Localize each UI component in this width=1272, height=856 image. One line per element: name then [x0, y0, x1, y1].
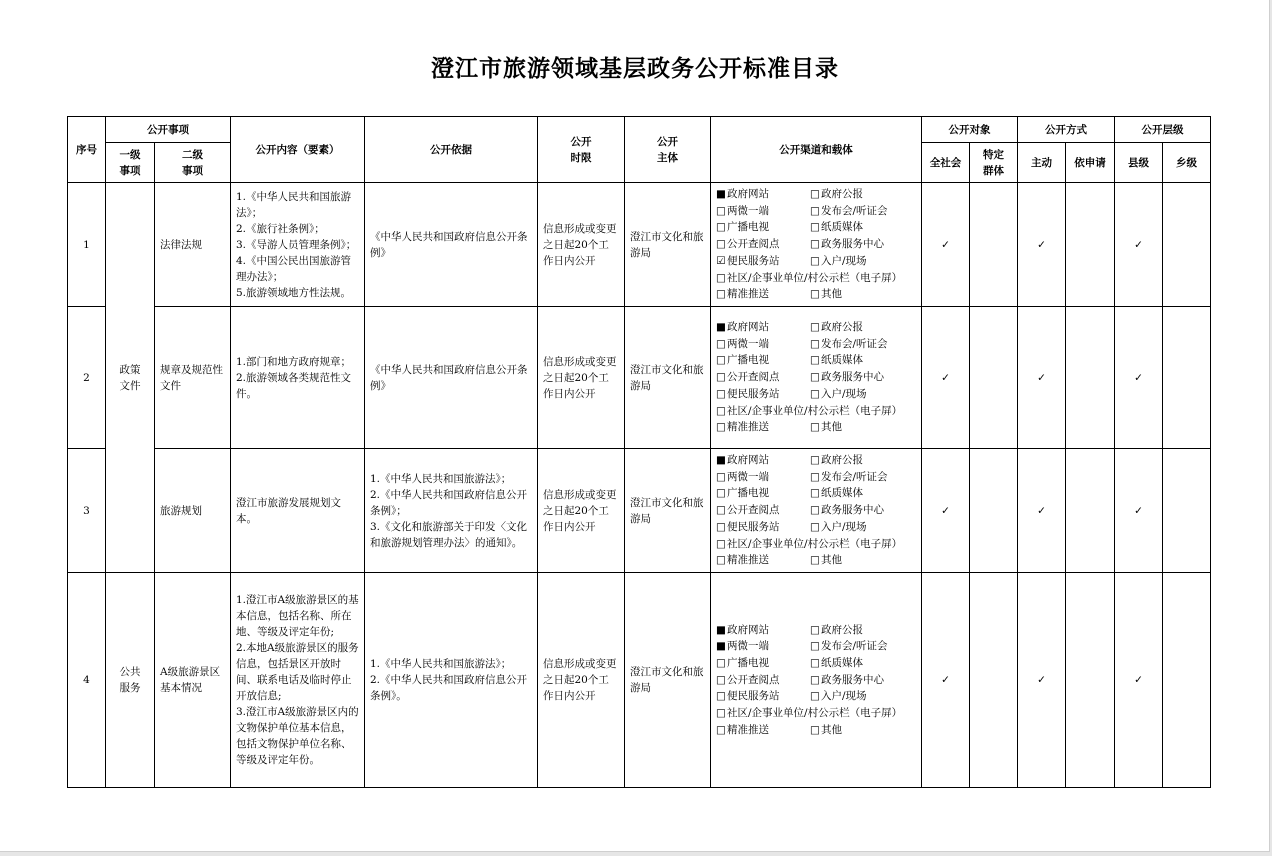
- channel-item: [716, 369, 810, 386]
- channel-item: [810, 219, 916, 236]
- row-level2: 法律法规: [155, 183, 231, 307]
- unchecked-box-icon: □: [810, 640, 820, 653]
- header-audience: 公开对象: [922, 117, 1018, 143]
- header-level2: [155, 143, 231, 183]
- channel-item: [810, 369, 916, 386]
- channel-item: [810, 203, 916, 220]
- cell-audience-all: [922, 449, 970, 573]
- channel-list: [716, 186, 916, 303]
- row-seq: 1: [68, 183, 106, 307]
- checked-box-icon: ☑: [716, 254, 726, 267]
- unchecked-box-icon: □: [810, 371, 820, 384]
- channel-item: [810, 352, 916, 369]
- unchecked-box-icon: □: [810, 690, 820, 703]
- channel-label: 政府公报: [821, 454, 863, 467]
- unchecked-box-icon: □: [716, 337, 726, 350]
- channel-label: 广播电视: [727, 487, 769, 500]
- channel-item: [716, 722, 810, 739]
- header-method-request: 依申请: [1066, 143, 1115, 183]
- unchecked-box-icon: □: [810, 238, 820, 251]
- table-body: [68, 183, 1211, 788]
- channel-item: [716, 705, 916, 722]
- header-level-township: 乡级: [1163, 143, 1211, 183]
- cell-method-request: [1066, 449, 1115, 573]
- channel-item: [810, 319, 916, 336]
- basis-line: 1.《中华人民共和国旅游法》；: [370, 658, 512, 670]
- cell-level-county: [1115, 183, 1163, 307]
- header-seq: 序号: [68, 117, 106, 183]
- table-header: [68, 117, 1211, 183]
- unchecked-box-icon: □: [716, 271, 726, 284]
- cell-method-active: [1018, 449, 1066, 573]
- channel-label: 政府网站: [727, 321, 769, 334]
- cell-level-county: [1115, 307, 1163, 449]
- channel-item: [716, 186, 810, 203]
- unchecked-box-icon: □: [810, 656, 820, 669]
- channel-label: 便民服务站: [727, 520, 780, 533]
- row-basis: [365, 183, 538, 307]
- channel-label: 其他: [821, 288, 842, 301]
- channel-label: 发布会/听证会: [821, 470, 888, 483]
- group-level1-policy: [106, 183, 155, 573]
- channel-item: [810, 419, 916, 436]
- channel-label: 广播电视: [727, 221, 769, 234]
- channel-item: [716, 319, 810, 336]
- channel-item: [716, 352, 810, 369]
- channel-label: 发布会/听证会: [821, 640, 888, 653]
- cell-audience-specific: [970, 307, 1018, 449]
- header-audience-specific: [970, 143, 1018, 183]
- check-mark-icon: ✓: [941, 371, 950, 384]
- cell-level-township: [1163, 573, 1211, 788]
- row-time-limit: 信息形成或变更之日起20个工作日内公开: [538, 449, 625, 573]
- channel-label: 发布会/听证会: [821, 204, 888, 217]
- unchecked-box-icon: □: [810, 454, 820, 467]
- channel-item: [716, 403, 916, 420]
- row-channels: [711, 573, 922, 788]
- channel-label: 入户/现场: [821, 520, 867, 533]
- header-content: 公开内容（要素）: [231, 117, 365, 183]
- unchecked-box-icon: □: [810, 487, 820, 500]
- channel-item: [810, 286, 916, 303]
- channel-item: [810, 672, 916, 689]
- channel-item: [716, 502, 810, 519]
- checked-box-icon: ■: [716, 188, 726, 201]
- row-basis: [365, 573, 538, 788]
- basis-line: 1.《中华人民共和国旅游法》；: [370, 472, 512, 485]
- channel-label: 纸质媒体: [821, 487, 863, 500]
- basis-line: 2.《中华人民共和国政府信息公开条例》。: [370, 674, 528, 702]
- unchecked-box-icon: □: [810, 421, 820, 434]
- cell-level-county: [1115, 449, 1163, 573]
- header-time-limit-text: 公开时限: [570, 135, 592, 164]
- channel-label: 精准推送: [727, 421, 769, 434]
- unchecked-box-icon: □: [716, 404, 726, 417]
- channel-item: [810, 688, 916, 705]
- channel-item: [716, 270, 916, 287]
- unchecked-box-icon: □: [716, 387, 726, 400]
- cell-audience-all: [922, 573, 970, 788]
- channel-item: [810, 519, 916, 536]
- content-line: 2.本地A级旅游景区的服务信息，包括景区开放时间、联系电话及临时停止开放信息;: [236, 642, 359, 702]
- unchecked-box-icon: □: [716, 520, 726, 533]
- unchecked-box-icon: □: [810, 188, 820, 201]
- row-content: [231, 449, 365, 573]
- channel-list: [716, 452, 916, 569]
- channel-item: [810, 386, 916, 403]
- content-line: 1.《中华人民共和国旅游法》；: [236, 190, 352, 219]
- header-subject: [625, 117, 711, 183]
- channel-label: 广播电视: [727, 354, 769, 367]
- cell-level-township: [1163, 183, 1211, 307]
- checked-box-icon: ■: [716, 640, 726, 653]
- channel-label: 其他: [821, 554, 842, 567]
- channel-item: [716, 469, 810, 486]
- channel-label: 纸质媒体: [821, 221, 863, 234]
- unchecked-box-icon: □: [716, 537, 726, 550]
- unchecked-box-icon: □: [716, 504, 726, 517]
- header-audience-all: 全社会: [922, 143, 970, 183]
- unchecked-box-icon: □: [716, 723, 726, 736]
- header-level1-text: 一级事项: [119, 148, 141, 177]
- cell-level-township: [1163, 449, 1211, 573]
- header-channels: 公开渠道和载体: [711, 117, 922, 183]
- unchecked-box-icon: □: [810, 623, 820, 636]
- channel-label: 社区/企事业单位/村公示栏（电子屏）: [727, 707, 903, 720]
- channel-label: 纸质媒体: [821, 354, 863, 367]
- row-subject: 澄江市文化和旅游局: [625, 307, 711, 449]
- row-seq: 3: [68, 449, 106, 573]
- unchecked-box-icon: □: [810, 321, 820, 334]
- document-title: 澄江市旅游领域基层政务公开标准目录: [431, 55, 839, 82]
- unchecked-box-icon: □: [810, 470, 820, 483]
- row-basis: [365, 307, 538, 449]
- unchecked-box-icon: □: [716, 221, 726, 234]
- channel-item: [810, 552, 916, 569]
- channel-item: [716, 519, 810, 536]
- cell-method-request: [1066, 183, 1115, 307]
- unchecked-box-icon: □: [716, 707, 726, 720]
- unchecked-box-icon: □: [716, 470, 726, 483]
- channel-label: 政务服务中心: [821, 504, 884, 517]
- row-subject: 澄江市文化和旅游局: [625, 449, 711, 573]
- cell-audience-specific: [970, 573, 1018, 788]
- channel-label: 政务服务中心: [821, 238, 884, 251]
- channel-label: 两微一端: [727, 470, 769, 483]
- cell-method-request: [1066, 573, 1115, 788]
- channel-label: 两微一端: [727, 204, 769, 217]
- channel-label: 入户/现场: [821, 387, 867, 400]
- row-content: [231, 307, 365, 449]
- row-channels: [711, 449, 922, 573]
- checked-box-icon: ■: [716, 454, 726, 467]
- unchecked-box-icon: □: [810, 673, 820, 686]
- channel-item: [810, 469, 916, 486]
- row-basis: [365, 449, 538, 573]
- channel-item: [716, 203, 810, 220]
- channel-item: [810, 655, 916, 672]
- check-mark-icon: ✓: [941, 674, 950, 686]
- row-channels: [711, 307, 922, 449]
- channel-label: 入户/现场: [821, 254, 867, 267]
- check-mark-icon: ✓: [1037, 674, 1046, 686]
- channel-list: [716, 622, 916, 739]
- channel-item: [716, 552, 810, 569]
- unchecked-box-icon: □: [810, 387, 820, 400]
- row-level2: A级旅游景区基本情况: [155, 573, 231, 788]
- row-level2: 规章及规范性文件: [155, 307, 231, 449]
- row-channels: [711, 183, 922, 307]
- check-mark-icon: ✓: [1037, 238, 1046, 251]
- channel-label: 便民服务站: [727, 690, 780, 703]
- channel-item: [716, 655, 810, 672]
- cell-audience-specific: [970, 183, 1018, 307]
- channel-item: [810, 236, 916, 253]
- content-line: 1.澄江市A级旅游景区的基本信息，包括名称、所在地、等级及评定年份;: [236, 594, 359, 638]
- channel-label: 公开查阅点: [727, 673, 780, 686]
- unchecked-box-icon: □: [716, 238, 726, 251]
- basis-line: 《中华人民共和国政府信息公开条例》: [370, 363, 528, 392]
- row-time-limit: 信息形成或变更之日起20个工作日内公开: [538, 307, 625, 449]
- channel-item: [810, 622, 916, 639]
- channel-label: 政府网站: [727, 623, 769, 636]
- check-mark-icon: ✓: [1037, 504, 1046, 517]
- channel-label: 政府公报: [821, 188, 863, 201]
- basis-line: 3.《文化和旅游部关于印发〈文化和旅游规划管理办法〉的通知》。: [370, 520, 528, 549]
- channel-label: 纸质媒体: [821, 656, 863, 669]
- channel-item: [716, 253, 810, 270]
- check-mark-icon: ✓: [941, 238, 950, 251]
- channel-label: 两微一端: [727, 640, 769, 653]
- content-line: 2.《旅行社条例》；: [236, 222, 325, 235]
- channel-item: [810, 722, 916, 739]
- check-mark-icon: ✓: [1134, 371, 1143, 384]
- cell-level-county: [1115, 573, 1163, 788]
- channel-label: 政府公报: [821, 623, 863, 636]
- unchecked-box-icon: □: [716, 288, 726, 301]
- basis-line: 2.《中华人民共和国政府信息公开条例》；: [370, 488, 528, 517]
- table-row: [68, 573, 1211, 788]
- check-mark-icon: ✓: [1037, 371, 1046, 384]
- channel-item: [716, 638, 810, 655]
- channel-item: [716, 236, 810, 253]
- header-items: 公开事项: [106, 117, 231, 143]
- header-method: 公开方式: [1018, 117, 1115, 143]
- check-mark-icon: ✓: [1134, 504, 1143, 517]
- unchecked-box-icon: □: [716, 487, 726, 500]
- channel-label: 政务服务中心: [821, 673, 884, 686]
- row-level2: 旅游规划: [155, 449, 231, 573]
- channel-list: [716, 319, 916, 436]
- cell-audience-all: [922, 183, 970, 307]
- unchecked-box-icon: □: [810, 554, 820, 567]
- channel-item: [810, 452, 916, 469]
- content-line: 澄江市旅游发展规划文本。: [236, 496, 341, 525]
- unchecked-box-icon: □: [716, 554, 726, 567]
- unchecked-box-icon: □: [716, 690, 726, 703]
- content-line: 2.旅游领域各类规范性文件。: [236, 371, 352, 400]
- header-level1: [106, 143, 155, 183]
- channel-item: [716, 622, 810, 639]
- unchecked-box-icon: □: [810, 504, 820, 517]
- cell-level-township: [1163, 307, 1211, 449]
- channel-label: 社区/企事业单位/村公示栏（电子屏）: [727, 271, 903, 284]
- unchecked-box-icon: □: [810, 354, 820, 367]
- checked-box-icon: ■: [716, 623, 726, 636]
- header-level2-text: 二级事项: [182, 148, 203, 177]
- row-subject: 澄江市文化和旅游局: [625, 573, 711, 788]
- channel-item: [716, 485, 810, 502]
- channel-item: [716, 452, 810, 469]
- cell-method-active: [1018, 307, 1066, 449]
- row-seq: 2: [68, 307, 106, 449]
- row-time-limit: 信息形成或变更之日起20个工作日内公开: [538, 573, 625, 788]
- unchecked-box-icon: □: [716, 421, 726, 434]
- channel-label: 精准推送: [727, 554, 769, 567]
- row-subject: 澄江市文化和旅游局: [625, 183, 711, 307]
- checked-box-icon: ■: [716, 321, 726, 334]
- channel-item: [716, 286, 810, 303]
- header-level-county: 县级: [1115, 143, 1163, 183]
- channel-label: 广播电视: [727, 656, 769, 669]
- cell-method-active: [1018, 183, 1066, 307]
- channel-label: 入户/现场: [821, 690, 867, 703]
- table-row: [68, 449, 1211, 573]
- unchecked-box-icon: □: [810, 520, 820, 533]
- channel-item: [810, 485, 916, 502]
- row-seq: 4: [68, 573, 106, 788]
- channel-item: [716, 386, 810, 403]
- check-mark-icon: ✓: [1134, 674, 1143, 686]
- content-line: 1.部门和地方政府规章；: [236, 355, 352, 368]
- unchecked-box-icon: □: [716, 204, 726, 217]
- group-level1-label: 政策文件: [119, 363, 141, 392]
- channel-item: [810, 502, 916, 519]
- row-time-limit: 信息形成或变更之日起20个工作日内公开: [538, 183, 625, 307]
- channel-label: 其他: [821, 421, 842, 434]
- content-line: 3.澄江市A级旅游景区内的文物保护单位基本信息，包括文物保护单位名称、等级及评定年份。: [236, 706, 359, 766]
- channel-item: [810, 336, 916, 353]
- unchecked-box-icon: □: [810, 723, 820, 736]
- unchecked-box-icon: □: [716, 673, 726, 686]
- channel-item: [716, 672, 810, 689]
- group-level1-label: 公共服务: [119, 666, 141, 694]
- channel-item: [716, 336, 810, 353]
- channel-item: [716, 219, 810, 236]
- unchecked-box-icon: □: [810, 288, 820, 301]
- basis-line: 《中华人民共和国政府信息公开条例》: [370, 230, 528, 259]
- channel-label: 社区/企事业单位/村公示栏（电子屏）: [727, 404, 903, 417]
- content-line: 5.旅游领域地方性法规。: [236, 286, 352, 299]
- channel-item: [716, 419, 810, 436]
- unchecked-box-icon: □: [810, 254, 820, 267]
- channel-item: [716, 536, 916, 553]
- channel-label: 精准推送: [727, 723, 769, 736]
- unchecked-box-icon: □: [716, 656, 726, 669]
- channel-label: 发布会/听证会: [821, 337, 888, 350]
- channel-item: [810, 253, 916, 270]
- unchecked-box-icon: □: [810, 221, 820, 234]
- channel-label: 政府网站: [727, 188, 769, 201]
- check-mark-icon: ✓: [941, 504, 950, 517]
- header-time-limit: [538, 117, 625, 183]
- cell-audience-specific: [970, 449, 1018, 573]
- row-content: [231, 573, 365, 788]
- catalog-table: [67, 116, 1211, 788]
- channel-item: [716, 688, 810, 705]
- channel-label: 公开查阅点: [727, 238, 780, 251]
- header-basis: 公开依据: [365, 117, 538, 183]
- channel-label: 便民服务站: [727, 387, 780, 400]
- unchecked-box-icon: □: [810, 337, 820, 350]
- header-audience-specific-text: 特定群体: [983, 148, 1004, 177]
- channel-label: 便民服务站: [727, 254, 780, 267]
- header-subject-text: 公开主体: [657, 135, 678, 164]
- unchecked-box-icon: □: [716, 354, 726, 367]
- channel-item: [810, 638, 916, 655]
- check-mark-icon: ✓: [1134, 238, 1143, 251]
- channel-label: 社区/企事业单位/村公示栏（电子屏）: [727, 537, 903, 550]
- header-level: 公开层级: [1115, 117, 1211, 143]
- channel-label: 其他: [821, 723, 842, 736]
- table-row: [68, 183, 1211, 307]
- header-method-active: 主动: [1018, 143, 1066, 183]
- unchecked-box-icon: □: [810, 204, 820, 217]
- unchecked-box-icon: □: [716, 371, 726, 384]
- channel-label: 公开查阅点: [727, 371, 780, 384]
- group-level1-service: [106, 573, 155, 788]
- channel-item: [810, 186, 916, 203]
- content-line: 4.《中国公民出国旅游管理办法》；: [236, 254, 352, 283]
- cell-method-active: [1018, 573, 1066, 788]
- channel-label: 政务服务中心: [821, 371, 884, 384]
- row-content: [231, 183, 365, 307]
- cell-method-request: [1066, 307, 1115, 449]
- channel-label: 精准推送: [727, 288, 769, 301]
- channel-label: 两微一端: [727, 337, 769, 350]
- channel-label: 政府网站: [727, 454, 769, 467]
- table-row: [68, 307, 1211, 449]
- channel-label: 政府公报: [821, 321, 863, 334]
- cell-audience-all: [922, 307, 970, 449]
- content-line: 3.《导游人员管理条例》；: [236, 238, 357, 251]
- channel-label: 公开查阅点: [727, 504, 780, 517]
